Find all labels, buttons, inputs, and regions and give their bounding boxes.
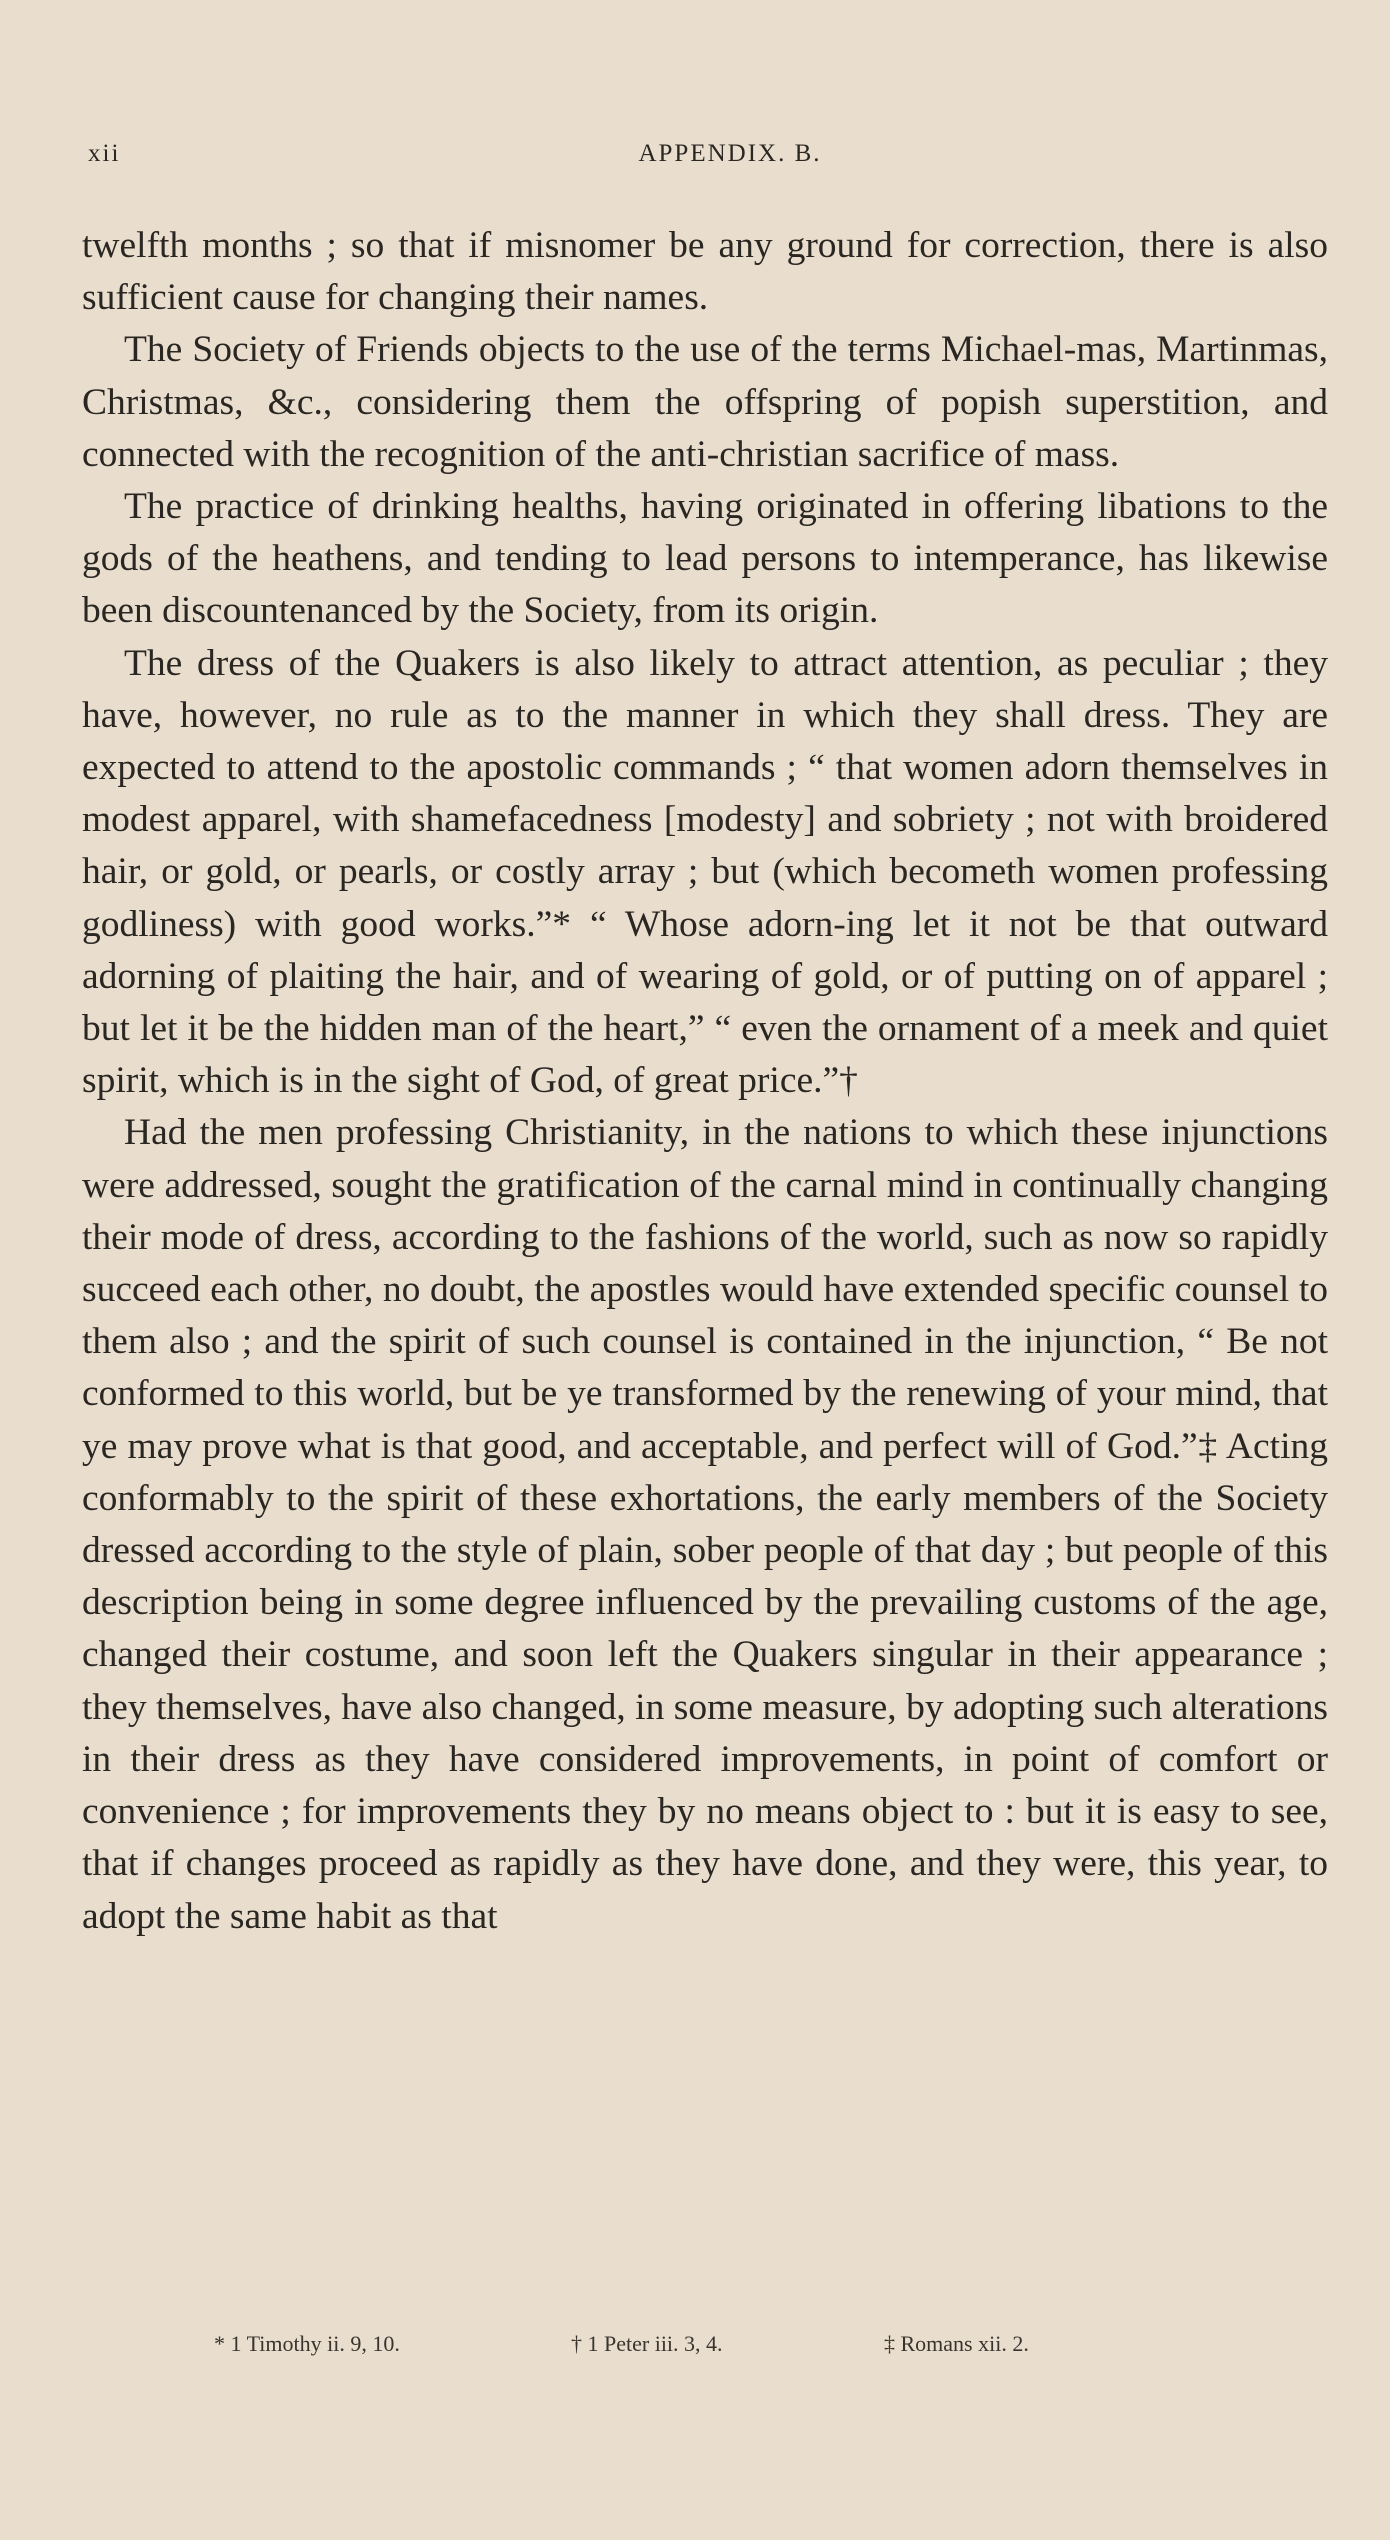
- footnotes: [214, 2331, 1214, 2371]
- body-text: [82, 220, 1328, 1943]
- page-number: xii: [88, 140, 121, 167]
- running-title: APPENDIX. B.: [638, 140, 822, 167]
- paragraph-christianity-fashion: Had the men professing Christianity, in the nations to which these injunctions were addressed, sought the gratification of the carnal mind in continually changing their mode of dress, according to the fashions of the world, such as now so rapidly succeed each other, no doubt, the apostles would have extended specific counsel to them also ; and the spirit of such counsel is contained in the injunction, “ Be not conformed to this world, but be ye transformed by the renewing of your mind, that ye may prove what is that good, and acceptable, and perfect will of God.”‡ Acting conformably to the spirit of these exhortations, the early members of the Society dressed according to the style of plain, sober people of that day ; but people of this description being in some degree influenced by the prevailing customs of the age, changed their costume, and soon left the Quakers singular in their appearance ; they themselves, have also changed, in some measure, by adopting such alterations in their dress as they have considered improvements, in point of comfort or convenience ; for improvements they by no means object to : but it is easy to see, that if changes proceed as rapidly as they have done, and they were, this year, to adopt the same habit as that: [82, 1112, 1328, 1937]
- footnote-timothy: * 1 Timothy ii. 9, 10.: [214, 2331, 400, 2356]
- footnote-peter: † 1 Peter iii. 3, 4.: [571, 2331, 723, 2356]
- footnote-romans: ‡ Romans xii. 2.: [884, 2331, 1029, 2356]
- paragraph-festival-names: The Society of Friends objects to the use of the terms Michael-mas, Martinmas, Christmas, &c., considering them the offspring of popish superstition, and connected with the recognition of the anti-christian sacrifice of mass.: [82, 329, 1328, 475]
- paragraph-drinking-healths: The practice of drinking healths, having originated in offering libations to the gods of the heathens, and tending to lead persons to intemperance, has likewise been discountenanced by the Society, from its origin.: [82, 486, 1328, 632]
- paragraph-dress: The dress of the Quakers is also likely to attract attention, as peculiar ; they have, however, no rule as to the manner in which they shall dress. They are expected to attend to the apostolic commands ; “ that women adorn themselves in modest apparel, with shamefacedness [modesty] and sobriety ; not with broidered hair, or gold, or pearls, or costly array ; but (which becometh women professing godliness) with good works.”* “ Whose adorn-ing let it not be that outward adorning of plaiting the hair, and of wearing of gold, or of putting on of apparel ; but let it be the hidden man of the heart,” “ even the ornament of a meek and quiet spirit, which is in the sight of God, of great price.”†: [82, 642, 1328, 1102]
- running-head: [80, 140, 1340, 180]
- paragraph-continuation: twelfth months ; so that if misnomer be any ground for correction, there is also sufficient cause for changing their names.: [82, 225, 1328, 319]
